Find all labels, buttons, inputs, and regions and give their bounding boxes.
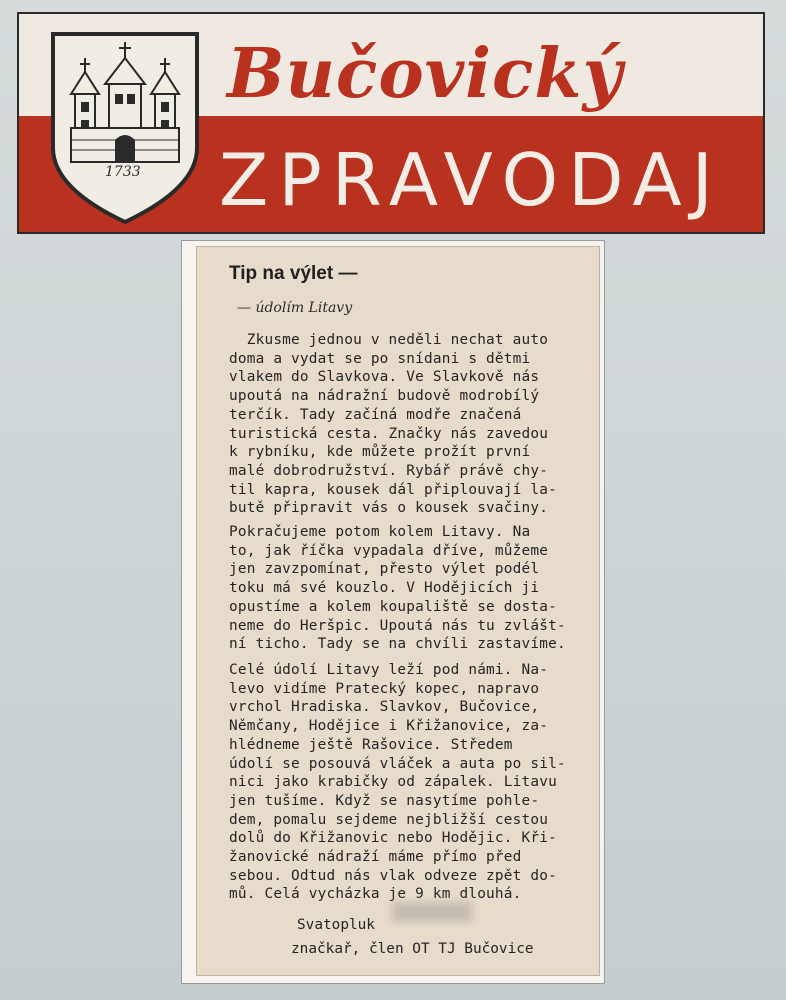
text-line: neme do Heršpic. Upoutá nás tu zvlášt- — [229, 617, 566, 634]
text-line: levo vidíme Pratecký kopec, napravo — [229, 680, 540, 697]
text-line: ní ticho. Tady se na chvíli zastavíme. — [229, 636, 566, 653]
text-line: nici jako krabičky od zápalek. Litavu — [229, 774, 557, 791]
masthead-title-line1: Bučovický — [227, 34, 624, 114]
text-line: butě připravit vás o kousek svačiny. — [229, 500, 549, 517]
text-line: Celé údolí Litavy leží pod námi. Na- — [229, 662, 549, 678]
crest-year: 1733 — [105, 164, 141, 180]
author-name: Svatopluk — [297, 917, 375, 933]
text-line: terčík. Tady začíná modře značená — [229, 406, 522, 423]
text-line: Němčany, Hodějice i Křižanovice, za- — [229, 718, 549, 735]
text-line: malé dobrodružství. Rybář právě chy- — [229, 462, 549, 479]
text-line: jen zavzpomínat, přesto výlet podél — [229, 561, 540, 578]
text-line: Zkusme jednou v neděli nechat auto — [229, 332, 549, 348]
town-crest-icon — [45, 28, 205, 228]
text-line: mů. Celá vycházka je 9 km dlouhá. — [229, 886, 522, 903]
text-line: opustíme a kolem koupaliště se dosta- — [229, 598, 557, 615]
article-paragraph-3 — [229, 661, 579, 904]
text-line: doma a vydat se po snídani s dětmi — [229, 350, 531, 367]
text-line: dem, pomalu sejdeme nejbližší cestou — [229, 811, 549, 828]
text-line: Pokračujeme potom kolem Litavy. Na — [229, 524, 531, 540]
article-paragraph-1 — [229, 331, 579, 518]
article-paragraph-2 — [229, 523, 579, 654]
text-line: vlakem do Slavkova. Ve Slavkově nás — [229, 369, 540, 386]
text-line: turistická cesta. Značky nás zavedou — [229, 425, 549, 442]
article-title: Tip na výlet — — [229, 263, 358, 284]
masthead — [17, 12, 765, 234]
text-line: upoutá na nádražní budově modrobílý — [229, 388, 540, 405]
author-role: značkař, člen OT TJ Bučovice — [291, 941, 534, 957]
text-line: jen tušíme. Když se nasytíme pohle- — [229, 792, 540, 809]
article-clipping — [196, 246, 600, 976]
text-line: hlédneme ještě Rašovice. Středem — [229, 736, 513, 753]
text-line: dolů do Křižanovic nebo Hodějic. Kři- — [229, 830, 557, 847]
text-line: žanovické nádraží máme přímo před — [229, 849, 522, 866]
text-line: k rybníku, kde můžete prožít první — [229, 444, 531, 461]
text-line: údolí se posouvá vláček a auta po sil- — [229, 755, 566, 772]
text-line: sebou. Odtud nás vlak odveze zpět do- — [229, 867, 557, 884]
text-line: vrchol Hradiska. Slavkov, Bučovice, — [229, 699, 540, 716]
article-subtitle: — údolím Litavy — [237, 300, 353, 316]
masthead-title-line2: ZPRAVODAJ — [219, 138, 723, 222]
redacted-surname — [392, 902, 472, 922]
text-line: til kapra, kousek dál připlouvají la- — [229, 481, 557, 498]
text-line: to, jak říčka vypadala dříve, můžeme — [229, 542, 549, 559]
text-line: toku má své kouzlo. V Hodějicích ji — [229, 580, 540, 597]
